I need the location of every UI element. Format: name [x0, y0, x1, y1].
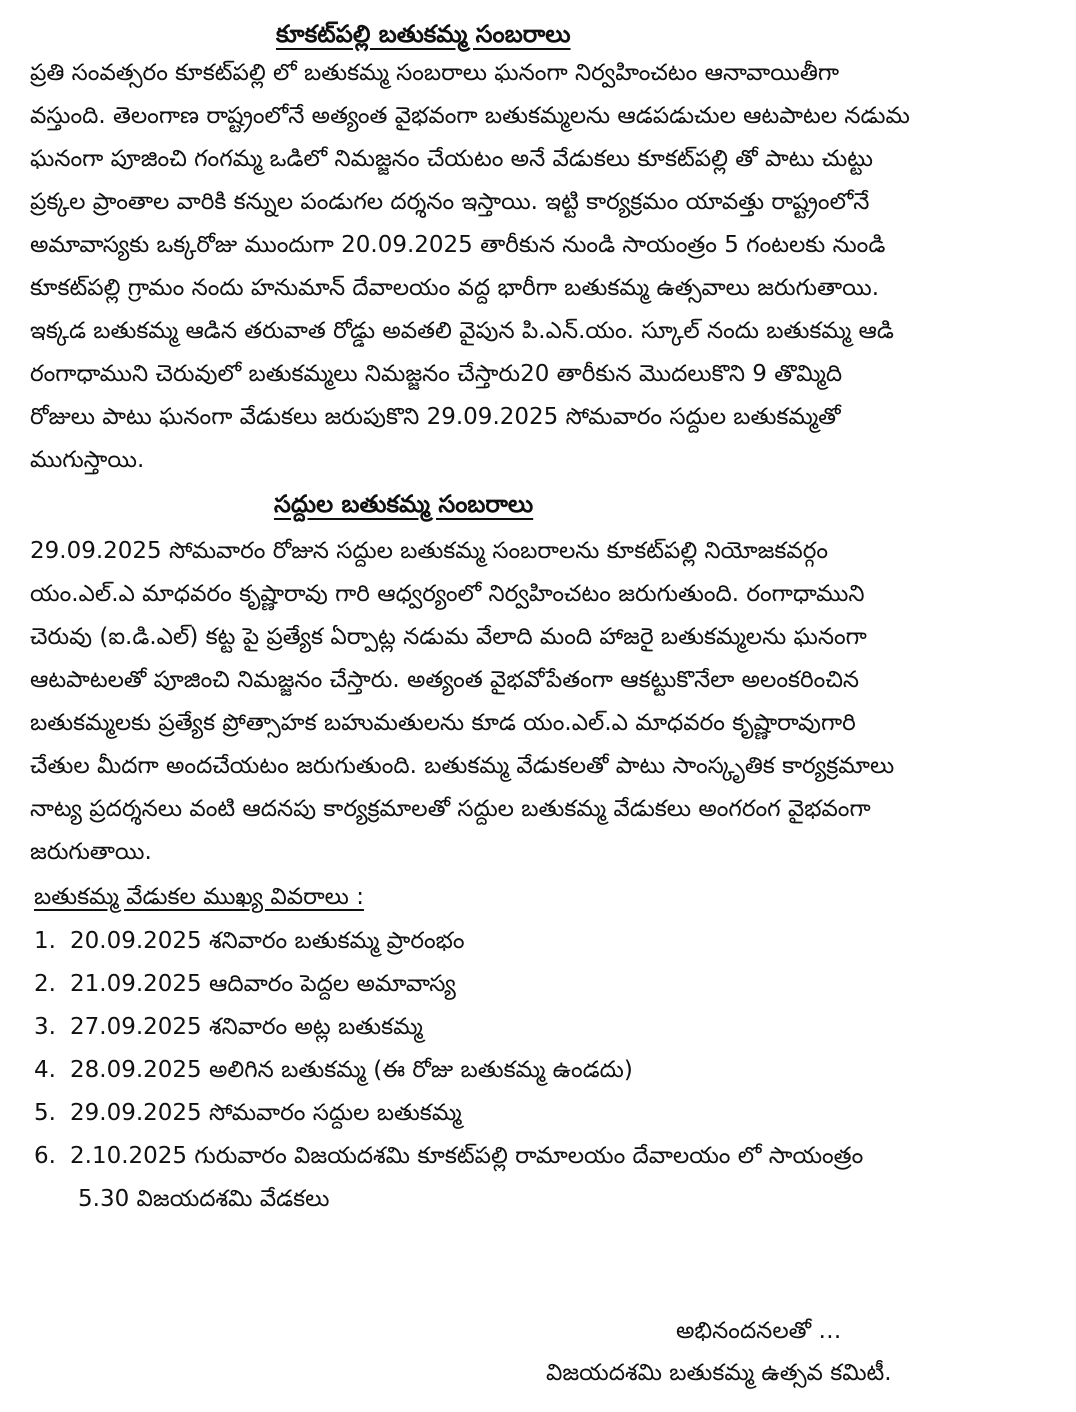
paragraph-line: ప్రతి సంవత్సరం కూకట్‌పల్లి లో బతుకమ్మ సంబరాలు ఘనంగా నిర్వహించటం ఆనావాయితీగా — [30, 60, 840, 86]
paragraph-line: కూకట్‌పల్లి గ్రామం నందు హనుమాన్ దేవాలయం వద్ద భారీగా బతుకమ్మ ఉత్సవాలు జరుగుతాయి. — [30, 275, 880, 301]
section-title: కూకట్‌పల్లి బతుకమ్మ సంబరాలు — [276, 20, 571, 48]
list-item-number: 2. — [34, 971, 56, 997]
list-item-text: 2.10.2025 గురువారం విజయదశమి కూకట్‌పల్లి రామాలయం దేవాలయం లో సాయంత్రం — [70, 1143, 864, 1169]
list-item-text: 21.09.2025 ఆదివారం పెద్దల అమావాస్య — [70, 971, 456, 997]
list-item — [34, 926, 465, 956]
paragraph-line: రోజులు పాటు ఘనంగా వేడుకలు జరుపుకొని 29.09.2025 సోమవారం సద్దుల బతుకమ్మతో — [30, 404, 841, 430]
paragraph-line: అమావాస్యకు ఒక్కరోజు ముందుగా 20.09.2025 తారీకున నుండి సాయంత్రం 5 గంటలకు నుండి — [30, 232, 886, 258]
paragraph-line: వస్తుంది. తెలంగాణ రాష్ట్రంలోనే అత్యంత వైభవంగా బతుకమ్మలను ఆడపడుచుల ఆటపాటల నడుమ — [30, 103, 910, 129]
paragraph-line: జరుగుతాయి. — [30, 839, 152, 865]
section-title: సద్దుల బతుకమ్మ సంబరాలు — [274, 490, 534, 518]
paragraph-line: 29.09.2025 సోమవారం రోజున సద్దుల బతుకమ్మ సంబరాలను కూకట్‌పల్లి నియోజకవర్గం — [30, 538, 829, 564]
paragraph-line: ప్రక్కల ప్రాంతాల వారికి కన్నుల పండుగల దర్శనం ఇస్తాయి. ఇట్టి కార్యక్రమం యావత్తు రాష్ట్రంలోనే — [30, 189, 870, 215]
list-item-number: 6. — [34, 1143, 56, 1169]
paragraph-line: బతుకమ్మలకు ప్రత్యేక ప్రోత్సాహక బహుమతులను కూడ యం.ఎల్.ఎ మాధవరం కృష్ణారావుగారి — [30, 710, 856, 736]
list-item — [34, 1055, 633, 1085]
list-item — [34, 1012, 423, 1042]
paragraph-line: చేతుల మీదగా అందచేయటం జరుగుతుంది. బతుకమ్మ వేడుకలతో పాటు సాంస్కృతిక కార్యక్రమాలు — [30, 753, 895, 779]
paragraph-line: యం.ఎల్.ఎ మాధవరం కృష్ణారావు గారి ఆధ్వర్యంలో నిర్వహించటం జరుగుతుంది. రంగాధాముని — [30, 581, 865, 607]
details-heading: బతుకమ్మ వేడుకల ముఖ్య వివరాలు : — [34, 884, 364, 910]
list-item-number: 1. — [34, 928, 56, 954]
signoff-committee: విజయదశమి బతుకమ్మ ఉత్సవ కమిటీ. — [546, 1360, 892, 1386]
paragraph-line: ఆటపాటలతో పూజించి నిమజ్జనం చేస్తారు. అత్యంత వైభవోపేతంగా ఆకట్టుకొనేలా అలంకరించిన — [30, 667, 860, 693]
paragraph-line: రంగాధాముని చెరువులో బతుకమ్మలు నిమజ్జనం చేస్తారు20 తారీకున మొదలుకొని 9 తొమ్మిది — [30, 361, 843, 387]
list-item-text: 29.09.2025 సోమవారం సద్దుల బతుకమ్మ — [70, 1100, 462, 1126]
list-item-text: 27.09.2025 శనివారం అట్ల బతుకమ్మ — [70, 1014, 423, 1040]
list-item-number: 3. — [34, 1014, 56, 1040]
list-item-number: 4. — [34, 1057, 56, 1083]
signoff-greeting: అభినందనలతో … — [676, 1318, 842, 1344]
paragraph-line: నాట్య ప్రదర్శనలు వంటి ఆదనపు కార్యక్రమాలతో సద్దుల బతుకమ్మ వేడుకలు అంగరంగ వైభవంగా — [30, 796, 871, 822]
list-item-text: 20.09.2025 శనివారం బతుకమ్మ ప్రారంభం — [70, 928, 465, 954]
list-item-continuation: 5.30 విజయదశమి వేడకలు — [78, 1186, 330, 1212]
paragraph-line: ఇక్కడ బతుకమ్మ ఆడిన తరువాత రోడ్డు అవతలి వైపున పి.ఎన్.యం. స్కూల్ నందు బతుకమ్మ ఆడి — [30, 318, 894, 344]
list-item-text: 28.09.2025 అలిగిన బతుకమ్మ (ఈ రోజు బతుకమ్మ ఉండదు) — [70, 1057, 633, 1083]
list-item-number: 5. — [34, 1100, 56, 1126]
paragraph-line: ముగుస్తాయి. — [30, 447, 145, 473]
paragraph-line: చెరువు (ఐ.డి.ఎల్) కట్ట పై ప్రత్యేక ఏర్పాట్ల నడుమ వేలాది మంది హాజరై బతుకమ్మలను ఘనంగా — [30, 624, 867, 650]
list-item — [34, 1141, 863, 1171]
list-item — [34, 1098, 462, 1128]
paragraph-line: ఘనంగా పూజించి గంగమ్మ ఒడిలో నిమజ్జనం చేయటం అనే వేడుకలు కూకట్‌పల్లి తో పాటు చుట్టు — [30, 146, 873, 172]
list-item — [34, 969, 456, 999]
